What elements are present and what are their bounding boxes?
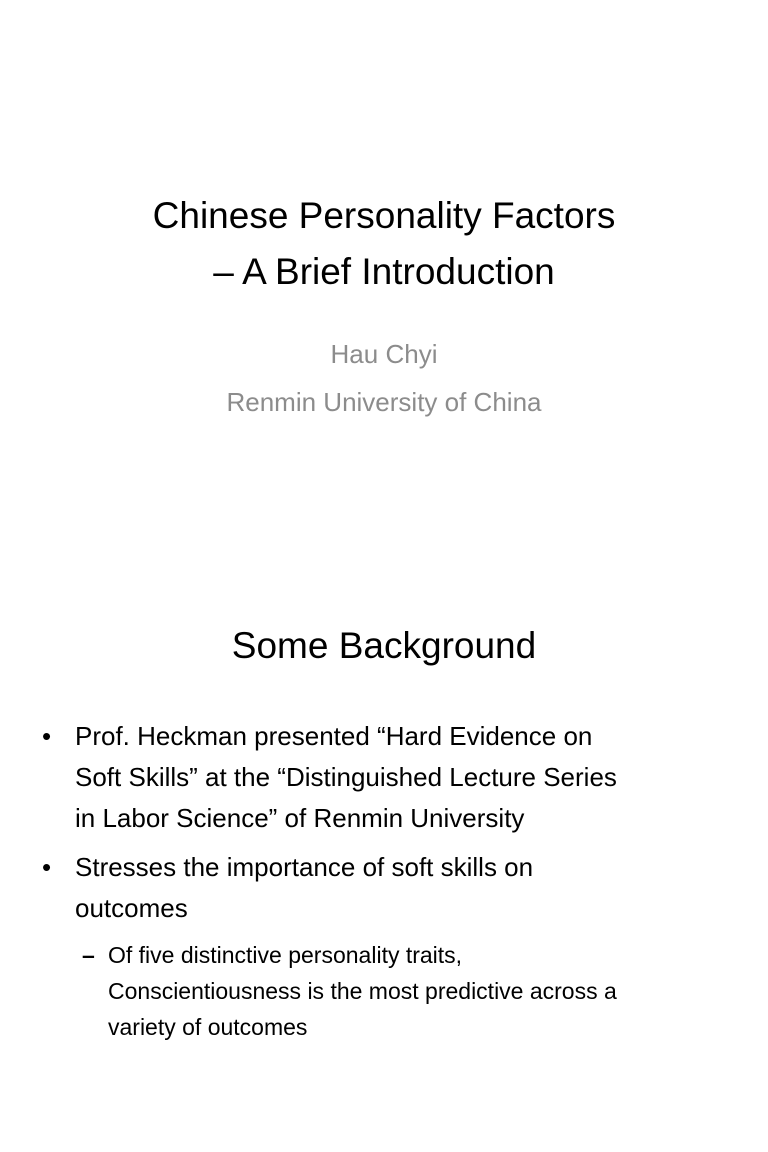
sub-bullet-item xyxy=(40,937,740,1045)
sub-bullet-marker: – xyxy=(82,942,95,968)
sub-bullet-line: Conscientiousness is the most predictive across a xyxy=(108,978,617,1004)
bullet-item xyxy=(40,847,740,929)
bullet-line: Soft Skills” at the “Distinguished Lecture Series xyxy=(75,762,617,792)
author-name: Hau Chyi xyxy=(330,339,438,369)
author-affiliation: Renmin University of China xyxy=(226,387,542,417)
sub-bullet-line: Of five distinctive personality traits, xyxy=(108,942,463,968)
sub-bullet-line: variety of outcomes xyxy=(108,1014,308,1040)
bullet-line: Prof. Heckman presented “Hard Evidence on xyxy=(75,721,593,751)
slide-subtitle xyxy=(0,330,768,426)
bullet-marker: • xyxy=(42,852,52,882)
bullet-line: Stresses the importance of soft skills on xyxy=(75,852,534,882)
title-line-2: – A Brief Introduction xyxy=(213,251,555,292)
bullet-line: in Labor Science” of Renmin University xyxy=(75,803,525,833)
bullet-item xyxy=(40,716,740,839)
slide-title xyxy=(0,188,768,300)
bullet-list xyxy=(40,716,740,1045)
background-slide xyxy=(0,576,768,1152)
bullet-marker: • xyxy=(42,721,52,751)
title-line-1: Chinese Personality Factors xyxy=(152,195,616,236)
slide-heading: Some Background xyxy=(231,625,537,666)
bullet-line: outcomes xyxy=(75,893,188,923)
